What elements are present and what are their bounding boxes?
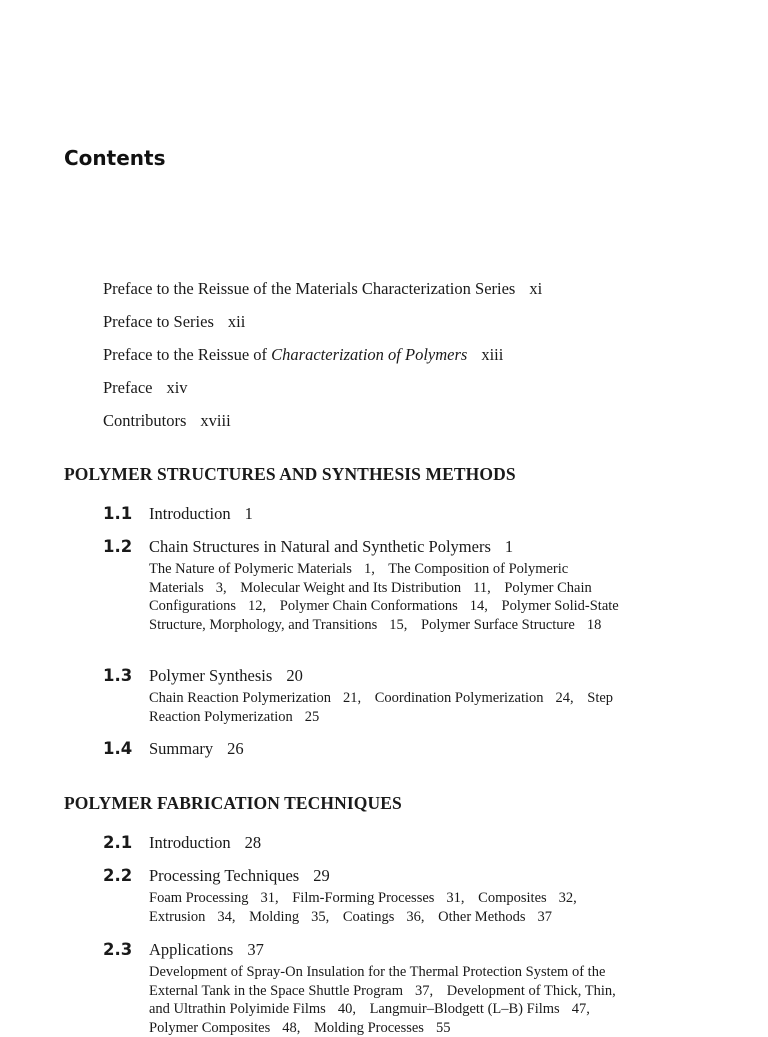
page-number: 31 [260, 890, 275, 906]
section-number: 1.1 [103, 504, 133, 523]
page-number: xii [227, 312, 246, 331]
part-heading: POLYMER FABRICATION TECHNIQUES [64, 793, 402, 813]
front-matter-item[interactable] [103, 344, 542, 366]
subsection-title: Chain Reaction Polymerization [149, 690, 332, 706]
section-title: Processing Techniques 29 [149, 866, 330, 885]
section-title: Polymer Synthesis 20 [149, 666, 303, 685]
page-number: 28 [244, 833, 262, 852]
section-number: 1.4 [103, 739, 133, 758]
subsection-entry[interactable]: Development of Spray-On Insulation for the Thermal Protection System of the External Tank in the Space Shuttle Program 37, [149, 964, 606, 999]
page-number: 32 [558, 890, 574, 906]
front-matter-item[interactable] [103, 278, 542, 300]
entry-title-italic: Characterization of Polymers [271, 345, 468, 364]
subsection-title: Coatings [342, 908, 395, 925]
subsection-title: Foam Processing [149, 890, 249, 906]
page-number: xiii [481, 345, 504, 364]
subsection-entry[interactable] [314, 1020, 450, 1036]
subsection-title: Molding Processes [314, 1019, 424, 1036]
subsection-entry[interactable]: Coordination Polymerization 24, [374, 690, 574, 706]
subsection-entry[interactable]: Polymer Solid-State Structure, Morphology, and Transitions 15, [149, 598, 619, 633]
subsection-entry[interactable]: Development of Thick, Thin, and Ultrathin Polyimide Films 40, [149, 982, 616, 1017]
page-number: 48 [282, 1019, 297, 1036]
subsection-title: Step Reaction Polymerization [149, 690, 614, 725]
page-number: 11 [473, 579, 488, 596]
subsection-title: Polymer Chain Conformations [279, 598, 458, 614]
subsection-title: Molding [249, 908, 300, 925]
subsection-entry[interactable]: Polymer Chain Configurations 12, [149, 579, 592, 614]
entry-title: Preface to the Reissue of the Materials Characterization Series [103, 279, 516, 298]
page-number: 1 [504, 537, 514, 556]
subsection-title: Coordination Polymerization [374, 690, 544, 706]
page-number: xi [529, 279, 543, 298]
page-number: 37 [537, 908, 553, 925]
page-number: 47 [571, 1001, 587, 1017]
subsection-entry[interactable]: Langmuir–Blodgett (L–B) Films 47, [369, 1001, 590, 1017]
page-number: 12 [248, 598, 263, 614]
page-number: 18 [586, 616, 602, 633]
entry-title: Contributors [103, 411, 187, 430]
subsection-entry[interactable] [421, 617, 601, 633]
subsection-entry[interactable]: Composites 32, [478, 890, 577, 906]
section-number: 1.3 [103, 666, 133, 685]
subsection-title: Extrusion [149, 908, 206, 925]
entry-title: Preface to the Reissue of [103, 345, 272, 364]
page-number: 24 [555, 690, 571, 706]
entry-title: Preface to Series [103, 312, 214, 331]
subsection-title: The Composition of Polymeric Materials [149, 561, 569, 596]
section-number: 2.3 [103, 940, 133, 959]
page-number: 37 [247, 940, 264, 959]
page-number: 26 [227, 739, 244, 758]
entry-title: Preface [103, 378, 153, 397]
page-number: xviii [200, 411, 231, 430]
page-number: 1 [244, 504, 253, 523]
subsection-title: The Nature of Polymeric Materials [149, 561, 352, 577]
section-title: Introduction 28 [149, 833, 262, 852]
page-number: 20 [286, 666, 303, 685]
subsection-title: Other Methods [438, 908, 526, 925]
subsection-title: Development of Spray-On Insulation for the Thermal Protection System of the External Tank in the Space Shuttle Program [149, 964, 606, 999]
subsection-list [149, 560, 629, 634]
subsection-title: Molecular Weight and Its Distribution [240, 579, 462, 596]
section-number: 2.2 [103, 866, 133, 885]
page-number: 29 [313, 866, 330, 885]
subsection-list [149, 689, 629, 726]
subsection-entry[interactable]: The Composition of Polymeric Materials 3, [149, 561, 569, 596]
front-matter-item[interactable] [103, 377, 542, 399]
subsection-title: Polymer Surface Structure [421, 616, 575, 633]
subsection-entry[interactable]: Foam Processing 31, [149, 890, 279, 906]
page-number: 21 [343, 690, 358, 706]
contents-heading: Contents [64, 146, 166, 170]
subsection-entry[interactable]: Film-Forming Processes 31, [292, 890, 465, 906]
subsection-entry[interactable]: Extrusion 34, [149, 908, 236, 925]
page-number: 15 [389, 616, 404, 633]
page-number: 34 [217, 908, 232, 925]
subsection-title: Polymer Solid-State Structure, Morphology, and Transitions [149, 598, 619, 633]
front-matter-item[interactable] [103, 410, 542, 432]
page-number: 40 [337, 1001, 353, 1017]
page-number: xiv [166, 378, 188, 397]
section-title: Chain Structures in Natural and Synthetic Polymers 1 [149, 537, 514, 556]
subsection-entry[interactable] [438, 909, 552, 925]
page-number: 31 [446, 890, 461, 906]
page-number: 36 [406, 908, 421, 925]
page-number: 1 [363, 561, 372, 577]
subsection-title: Composites [478, 890, 547, 906]
subsection-entry[interactable]: Chain Reaction Polymerization 21, [149, 690, 362, 706]
page-number: 3 [215, 579, 224, 596]
subsection-title: Polymer Chain Configurations [149, 579, 592, 614]
page-number: 14 [469, 598, 485, 614]
page-number: 37 [415, 982, 430, 999]
subsection-entry[interactable]: Coatings 36, [342, 908, 425, 925]
section-title: Applications 37 [149, 940, 264, 959]
subsection-entry[interactable]: Molecular Weight and Its Distribution 11, [240, 579, 491, 596]
page-number: 55 [435, 1019, 451, 1036]
subsection-title: Langmuir–Blodgett (L–B) Films [369, 1001, 560, 1017]
subsection-entry[interactable]: The Nature of Polymeric Materials 1, [149, 561, 375, 577]
subsection-list [149, 889, 629, 926]
subsection-entry[interactable]: Molding 35, [249, 908, 330, 925]
section-title: Summary 26 [149, 739, 244, 758]
page-number: 25 [304, 708, 320, 725]
section-title: Introduction 1 [149, 504, 253, 523]
subsection-entry[interactable]: Polymer Composites 48, [149, 1019, 301, 1036]
subsection-title: Development of Thick, Thin, and Ultrathin Polyimide Films [149, 982, 616, 1017]
part-heading: POLYMER STRUCTURES AND SYNTHESIS METHODS [64, 464, 516, 484]
section-number: 2.1 [103, 833, 133, 852]
front-matter-item[interactable] [103, 311, 542, 333]
subsection-title: Polymer Composites [149, 1019, 271, 1036]
subsection-list [149, 963, 629, 1037]
subsection-title: Film-Forming Processes [292, 890, 435, 906]
section-number: 1.2 [103, 537, 133, 556]
page-number: 35 [311, 908, 326, 925]
front-matter-list [103, 278, 542, 443]
subsection-entry[interactable]: Polymer Chain Conformations 14, [279, 598, 488, 614]
